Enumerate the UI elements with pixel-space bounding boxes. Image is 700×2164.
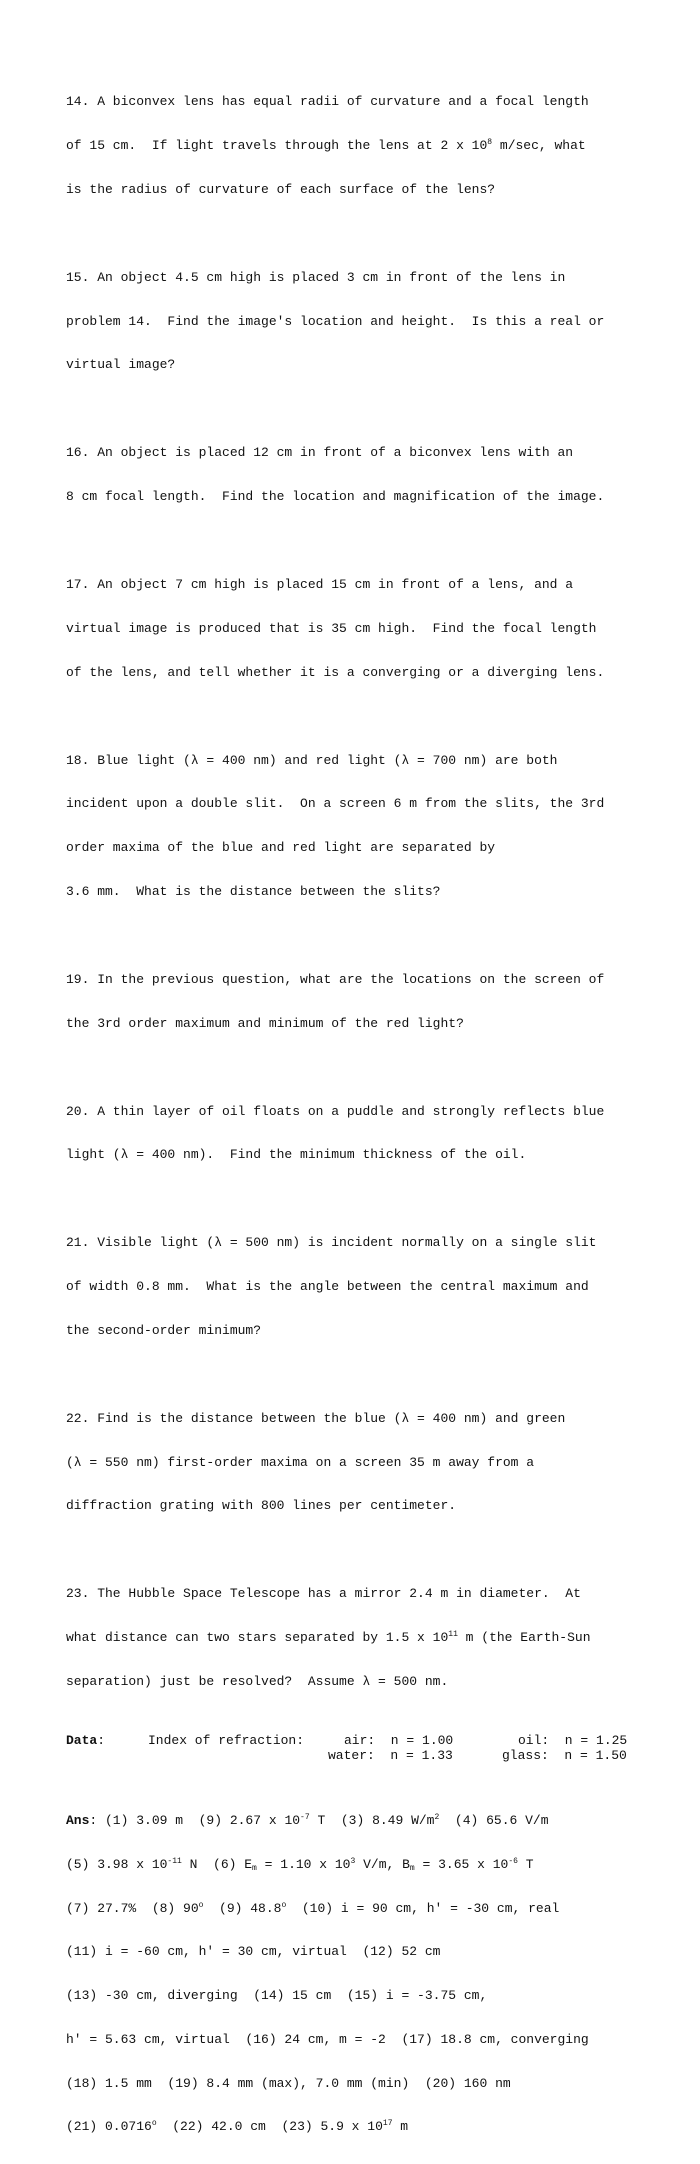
glass-index: glass: n = 1.50 — [502, 1747, 627, 1763]
problem-line: 3.6 mm. What is the distance between the slits? — [66, 883, 441, 899]
problem-line: 20. A thin layer of oil floats on a puddle and strongly reflects blue — [66, 1103, 605, 1119]
oil-index: oil: n = 1.25 — [518, 1732, 628, 1748]
answer-line: Ans: (1) 3.09 m (9) 2.67 x $10^{-7}$ T (3) 8.49 $W/m^2$ (4) 65.6 V/m — [66, 1812, 549, 1828]
problem-line: 22. Find is the distance between the blue (λ = 400 nm) and green — [66, 1410, 566, 1426]
problem-line: the 3rd order maximum and minimum of the red light? — [66, 1015, 464, 1031]
problem-18 — [66, 724, 641, 928]
problem-line: 21. Visible light (λ = 500 nm) is incident normally on a single slit — [66, 1235, 597, 1251]
answer-line: (13) -30 cm, diverging (14) 15 cm (15) i = -3.75 cm, — [66, 1988, 488, 2004]
index-of-refraction-label: Index of refraction: — [148, 1732, 305, 1748]
problem-line: virtual image is produced that is 35 cm high. Find the focal length — [66, 620, 597, 636]
answer-line: h' = 5.63 cm, virtual (16) 24 cm, m = -2 (17) 18.8 cm, converging — [66, 2031, 589, 2047]
problem-line: 19. In the previous question, what are the locations on the screen of — [66, 971, 605, 987]
problem-line: 18. Blue light (λ = 400 nm) and red light (λ = 700 nm) are both — [66, 752, 558, 768]
problem-line: separation) just be resolved? Assume λ = 500 nm. — [66, 1673, 449, 1689]
problem-17 — [66, 549, 641, 710]
answer-key — [66, 1785, 641, 2164]
problem-14 — [66, 66, 641, 227]
problem-19 — [66, 944, 641, 1061]
problem-line: incident upon a double slit. On a screen 6 m from the slits, the 3rd — [66, 796, 605, 812]
answer-line: (11) i = -60 cm, h' = 30 cm, virtual (12) 52 cm — [66, 1944, 441, 1960]
problem-15 — [66, 242, 641, 403]
problem-line: light (λ = 400 nm). Find the minimum thickness of the oil. — [66, 1147, 527, 1163]
problem-line: 15. An object 4.5 cm high is placed 3 cm in front of the lens in — [66, 269, 566, 285]
problem-line: what distance can two stars separated by 1.5 x $10^{11}$ m (the Earth-Sun — [66, 1630, 591, 1646]
problem-line: 16. An object is placed 12 cm in front of a biconvex lens with an — [66, 445, 574, 461]
answer-line: (7) 27.7% (8) 90$^o$ (9) 48.8$^o$ (10) i = 90 cm, h' = -30 cm, real — [66, 1900, 560, 1916]
problem-23 — [66, 1558, 641, 1719]
problem-20 — [66, 1075, 641, 1192]
problem-22 — [66, 1383, 641, 1544]
problem-line: virtual image? — [66, 357, 176, 373]
problem-16 — [66, 417, 641, 534]
problem-line: problem 14. Find the image's location and height. Is this a real or — [66, 313, 605, 329]
data-table — [66, 1734, 641, 1770]
problem-line: (λ = 550 nm) first-order maxima on a screen 35 m away from a — [66, 1454, 535, 1470]
problem-line: 17. An object 7 cm high is placed 15 cm in front of a lens, and a — [66, 577, 574, 592]
air-index: air: n = 1.00 — [344, 1732, 454, 1748]
problem-line: 23. The Hubble Space Telescope has a mirror 2.4 m in diameter. At — [66, 1586, 581, 1602]
problem-21 — [66, 1207, 641, 1368]
problem-line: of the lens, and tell whether it is a converging or a diverging lens. — [66, 664, 605, 680]
problem-line: diffraction grating with 800 lines per centimeter. — [66, 1498, 457, 1514]
water-index: water: n = 1.33 — [328, 1747, 453, 1763]
problem-line: is the radius of curvature of each surface of the lens? — [66, 181, 496, 197]
problem-line: order maxima of the blue and red light are separated by — [66, 840, 496, 856]
answer-line: (21) 0.0716$^o$ (22) 42.0 cm (23) 5.9 x $10^{17}$ m — [66, 2119, 409, 2135]
problem-line: 14. A biconvex lens has equal radii of curvature and a focal length — [66, 94, 589, 110]
worksheet-page — [66, 66, 641, 2164]
answer-line: (18) 1.5 mm (19) 8.4 mm (max), 7.0 mm (min) (20) 160 nm — [66, 2075, 511, 2091]
problem-line: of 15 cm. If light travels through the lens at 2 x $10^8$ m/sec, what — [66, 137, 586, 153]
problem-line: 8 cm focal length. Find the location and magnification of the image. — [66, 489, 605, 505]
data-label: Data: — [66, 1732, 106, 1748]
answer-line: (5) 3.98 x $10^{-11}$ N (6) $E_m = 1.10$ x $10^3$ V/m, $B_m = 3.65$ x $10^{-6}$ T — [66, 1856, 534, 1873]
problem-line: of width 0.8 mm. What is the angle between the central maximum and — [66, 1279, 589, 1295]
problem-line: the second-order minimum? — [66, 1322, 262, 1338]
